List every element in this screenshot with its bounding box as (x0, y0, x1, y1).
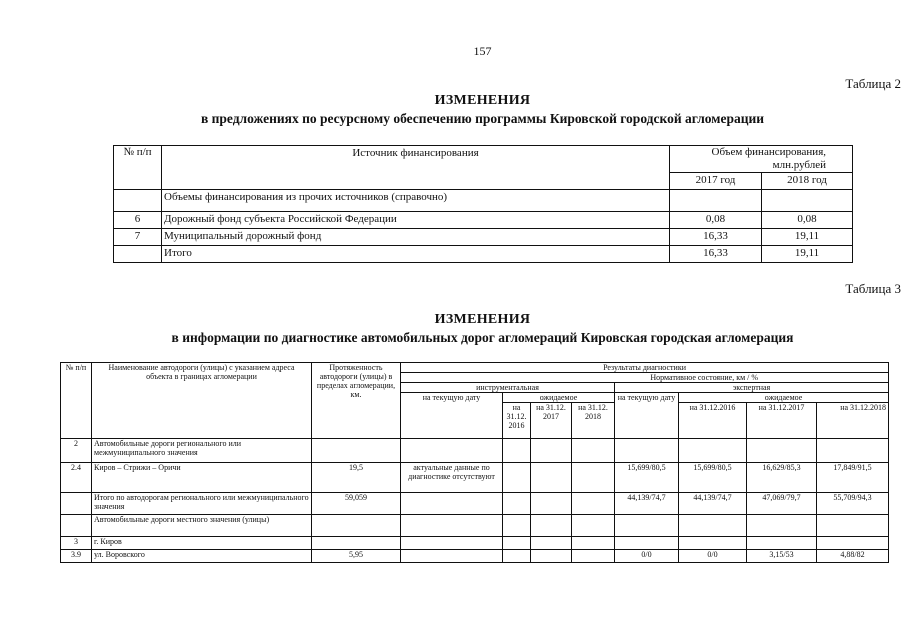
row-inst-current (401, 515, 503, 537)
table2-label: Таблица 2 (845, 76, 901, 91)
row-exp-2018 (817, 439, 889, 463)
financing-table (113, 145, 853, 263)
row-2018: 19,11 (762, 229, 853, 246)
row-2018: 19,11 (762, 246, 853, 263)
table-row (61, 537, 889, 550)
row-inst-2018 (572, 550, 615, 563)
row-inst-current (401, 537, 503, 550)
header-exp-2018: на 31.12.2018 (817, 403, 889, 439)
header-normative: Нормативное состояние, км / % (401, 373, 889, 383)
row-inst-2016 (503, 463, 531, 493)
row-num: 2 (61, 439, 92, 463)
row-num: 7 (114, 229, 162, 246)
header-results: Результаты диагностики (401, 363, 889, 373)
row-exp-2016: 0/0 (679, 550, 747, 563)
row-inst-current (401, 550, 503, 563)
table-row (114, 190, 853, 212)
row-source: Итого (162, 246, 670, 263)
row-num (61, 515, 92, 537)
row-2017: 16,33 (670, 229, 762, 246)
header-expert: экспертная (615, 383, 889, 393)
row-length (312, 537, 401, 550)
row-exp-2016: 44,139/74,7 (679, 493, 747, 515)
header-num: № п/п (114, 146, 162, 190)
row-exp-2017: 3,15/53 (747, 550, 817, 563)
row-exp-2017 (747, 439, 817, 463)
header-length: Протяженность автодороги (улицы) в пределах агломерации, км. (312, 363, 401, 439)
row-2017 (670, 190, 762, 212)
row-exp-2018 (817, 537, 889, 550)
header-exp-current: на текущую дату (615, 393, 679, 439)
row-exp-current (615, 439, 679, 463)
row-length: 19,5 (312, 463, 401, 493)
row-num: 3.9 (61, 550, 92, 563)
header-inst-expected: ожидаемое (503, 393, 615, 403)
row-exp-2016 (679, 515, 747, 537)
row-length (312, 439, 401, 463)
row-road-name: г. Киров (92, 537, 312, 550)
row-num: 3 (61, 537, 92, 550)
header-inst-2016: на 31.12. 2016 (503, 403, 531, 439)
row-exp-2017: 16,629/85,3 (747, 463, 817, 493)
page-number: 157 (473, 44, 492, 58)
table-header-row (61, 363, 889, 373)
table-row (114, 246, 853, 263)
row-inst-2016 (503, 493, 531, 515)
header-2018: 2018 год (762, 173, 853, 190)
row-2017: 16,33 (670, 246, 762, 263)
row-exp-2016 (679, 439, 747, 463)
row-exp-current (615, 515, 679, 537)
row-num (114, 246, 162, 263)
row-num (61, 493, 92, 515)
row-2018: 0,08 (762, 212, 853, 229)
row-exp-2017: 47,069/79,7 (747, 493, 817, 515)
header-inst-current: на текущую дату (401, 393, 503, 439)
row-inst-2018 (572, 493, 615, 515)
row-inst-2018 (572, 537, 615, 550)
table2-subtitle: в предложениях по ресурсному обеспечению программы Кировской городской агломерации (200, 111, 765, 126)
row-num (114, 190, 162, 212)
diagnostics-table (60, 362, 889, 563)
row-inst-2016 (503, 537, 531, 550)
row-inst-2018 (572, 463, 615, 493)
table-row (114, 212, 853, 229)
header-num: № п/п (61, 363, 92, 439)
row-inst-2017 (531, 537, 572, 550)
table-row (61, 463, 889, 493)
row-inst-2017 (531, 493, 572, 515)
row-road-name: Киров – Стрижи – Оричи (92, 463, 312, 493)
table-row (61, 439, 889, 463)
row-inst-2018 (572, 439, 615, 463)
row-exp-2018 (817, 515, 889, 537)
header-volume: Объем финансирования, млн.рублей (670, 146, 853, 173)
row-source: Муниципальный дорожный фонд (162, 229, 670, 246)
row-exp-2017 (747, 537, 817, 550)
row-num: 2.4 (61, 463, 92, 493)
header-instrumental: инструментальная (401, 383, 615, 393)
header-exp-2016: на 31.12.2016 (679, 403, 747, 439)
row-exp-2016 (679, 537, 747, 550)
row-inst-2016 (503, 550, 531, 563)
row-inst-2018 (572, 515, 615, 537)
row-exp-2018: 55,709/94,3 (817, 493, 889, 515)
row-inst-2017 (531, 515, 572, 537)
header-2017: 2017 год (670, 173, 762, 190)
table-row (61, 515, 889, 537)
header-exp-2017: на 31.12.2017 (747, 403, 817, 439)
header-inst-2018: на 31.12. 2018 (572, 403, 615, 439)
row-exp-2018: 4,88/82 (817, 550, 889, 563)
row-length (312, 515, 401, 537)
row-inst-current (401, 439, 503, 463)
row-road-name: ул. Воровского (92, 550, 312, 563)
table3-label: Таблица 3 (845, 281, 901, 296)
row-exp-2018: 17,849/91,5 (817, 463, 889, 493)
row-road-name: Автомобильные дороги местного значения (улицы) (92, 515, 312, 537)
row-source: Дорожный фонд субъекта Российской Федерации (162, 212, 670, 229)
row-inst-2017 (531, 439, 572, 463)
row-road-name: Итого по автодорогам регионального или межмуниципального значения (92, 493, 312, 515)
row-inst-2017 (531, 463, 572, 493)
table2-title: ИЗМЕНЕНИЯ (434, 93, 531, 108)
table3-title: ИЗМЕНЕНИЯ (434, 312, 531, 327)
row-exp-current: 15,699/80,5 (615, 463, 679, 493)
row-num: 6 (114, 212, 162, 229)
row-exp-2016: 15,699/80,5 (679, 463, 747, 493)
row-inst-2016 (503, 515, 531, 537)
table-row (61, 493, 889, 515)
header-source: Источник финансирования (162, 146, 670, 190)
row-exp-2017 (747, 515, 817, 537)
row-length: 59,059 (312, 493, 401, 515)
row-inst-2016 (503, 439, 531, 463)
row-exp-current: 0/0 (615, 550, 679, 563)
header-road-name: Наименование автодороги (улицы) с указанием адреса объекта в границах агломерации (92, 363, 312, 439)
row-2018 (762, 190, 853, 212)
table-row (61, 550, 889, 563)
table-row (114, 229, 853, 246)
header-inst-2017: на 31.12. 2017 (531, 403, 572, 439)
row-length: 5,95 (312, 550, 401, 563)
row-exp-current: 44,139/74,7 (615, 493, 679, 515)
header-exp-expected: ожидаемое (679, 393, 889, 403)
row-inst-2017 (531, 550, 572, 563)
row-2017: 0,08 (670, 212, 762, 229)
table-header-row (114, 146, 853, 173)
row-exp-current (615, 537, 679, 550)
row-inst-current (401, 493, 503, 515)
row-source: Объемы финансирования из прочих источников (справочно) (162, 190, 670, 212)
table3-subtitle: в информации по диагностике автомобильных дорог агломераций Кировская городская агломерация (171, 330, 794, 345)
row-road-name: Автомобильные дороги регионального или межмуниципального значения (92, 439, 312, 463)
row-inst-current: актуальные данные по диагностике отсутствуют (401, 463, 503, 493)
